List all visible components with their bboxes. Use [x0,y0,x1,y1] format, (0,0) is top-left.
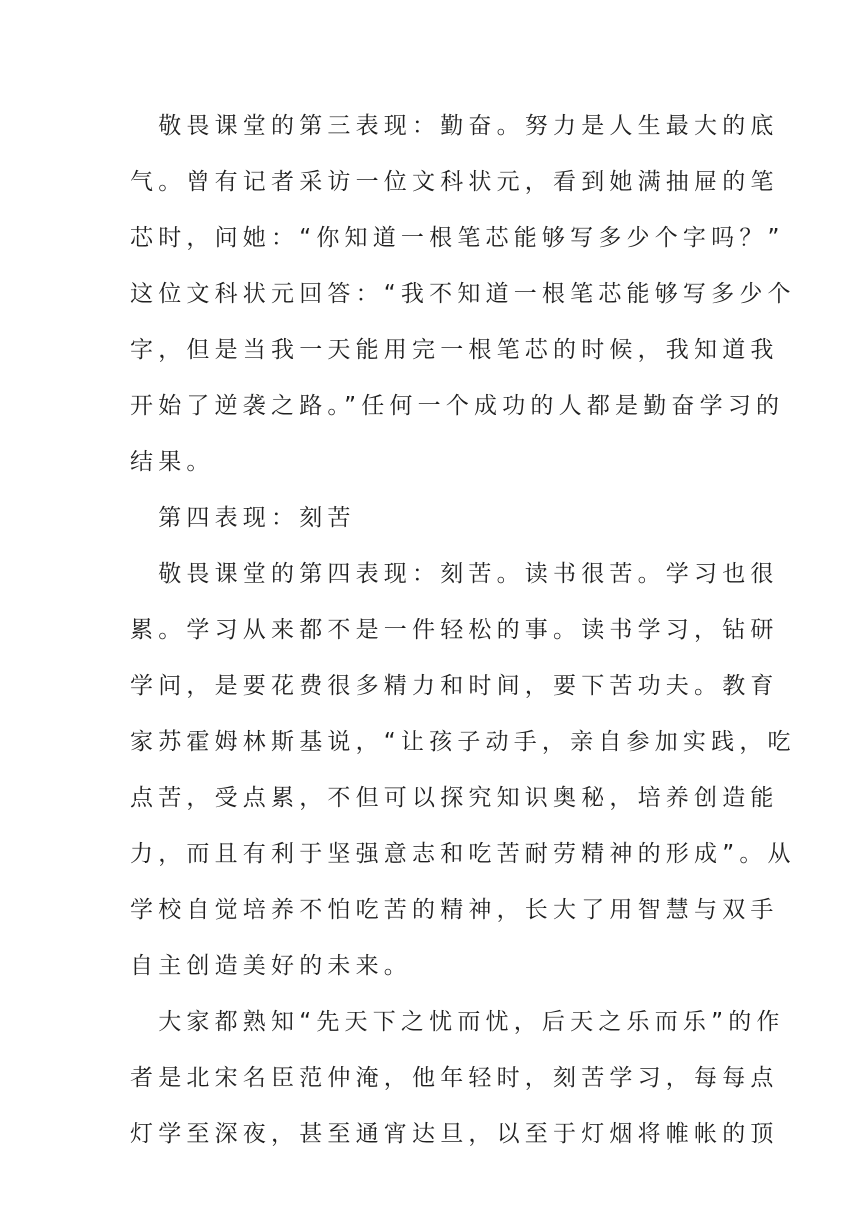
text-line: 累。学习从来都不是一件轻松的事。读书学习，钻研 [130,617,779,643]
text-line: 灯学至深夜，甚至通宵达旦，以至于灯烟将帷帐的顶 [130,1121,779,1147]
text-line: 者是北宋名臣范仲淹，他年轻时，刻苦学习，每每点 [130,1065,779,1091]
document-body [130,98,796,1162]
text-line: 力，而且有利于坚强意志和吃苦耐劳精神的形成”。从 [130,841,796,867]
text-line: 这位文科状元回答：“我不知道一根笔芯能够写多少个 [130,281,796,307]
text-line: 芯时，问她：“你知道一根笔芯能够写多少个字吗？” [130,225,785,251]
text-line: 结果。 [130,449,215,475]
text-line: 学问，是要花费很多精力和时间，要下苦功夫。教育 [130,673,779,699]
text-line: 敬畏课堂的第四表现：刻苦。读书很苦。学习也很 [130,561,779,587]
section-heading: 第四表现：刻苦 [130,505,356,531]
text-line: 大家都熟知“先天下之忧而忧，后天之乐而乐”的作 [130,1009,785,1035]
text-line: 家苏霍姆林斯基说，“让孩子动手，亲自参加实践，吃 [130,729,796,755]
text-line: 开始了逆袭之路。”任何一个成功的人都是勤奋学习的 [130,393,785,419]
text-line: 气。曾有记者采访一位文科状元，看到她满抽屉的笔 [130,169,779,195]
text-line: 敬畏课堂的第三表现：勤奋。努力是人生最大的底 [130,113,779,139]
text-line: 学校自觉培养不怕吃苦的精神，长大了用智慧与双手 [130,897,779,923]
text-line: 字，但是当我一天能用完一根笔芯的时候，我知道我 [130,337,779,363]
text-line: 点苦，受点累，不但可以探究知识奥秘，培养创造能 [130,785,779,811]
text-line: 自主创造美好的未来。 [130,953,412,979]
